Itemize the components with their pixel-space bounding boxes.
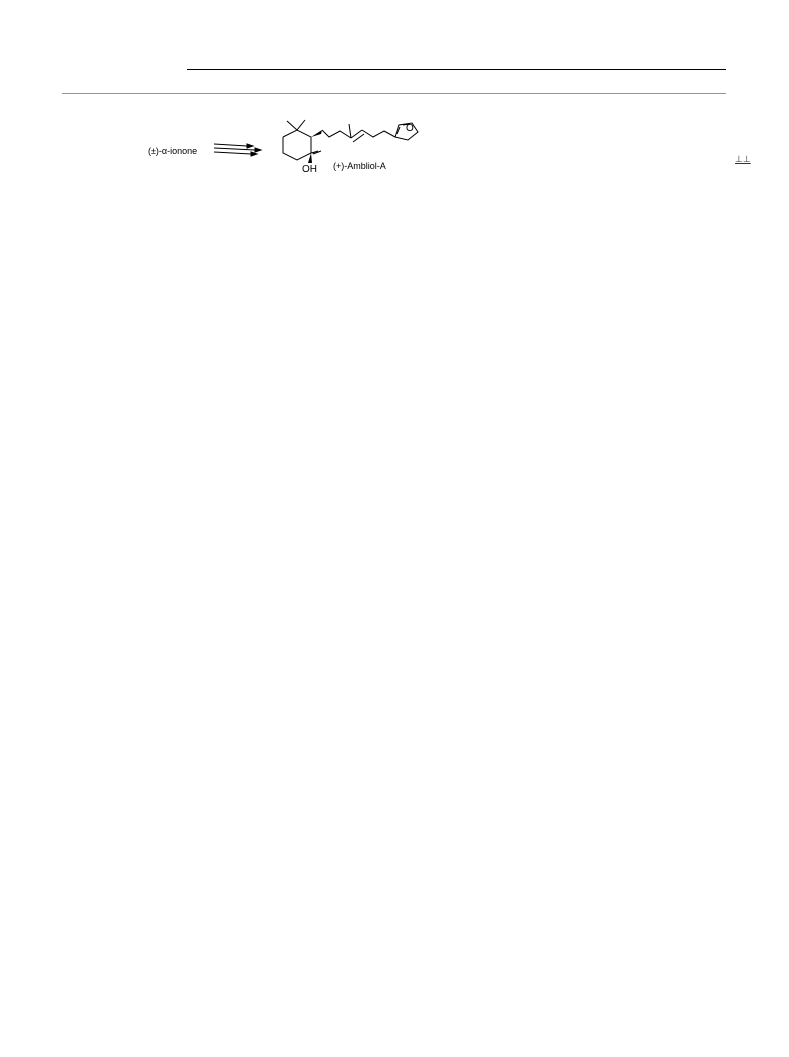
reaction-scheme <box>140 110 440 182</box>
header-rule <box>187 69 726 70</box>
hashed-methyl <box>311 151 321 154</box>
hydroxyl-label: OH <box>302 164 317 175</box>
cyclohexane-ring <box>283 130 311 160</box>
corner-link-mark[interactable]: ⊥⊥ <box>735 155 751 165</box>
side-chain <box>322 124 395 142</box>
section-divider <box>62 93 726 94</box>
wedge-bond <box>311 130 322 137</box>
product-label: (+)-Ambliol-A <box>333 161 386 171</box>
starting-material-label: (±)-α-ionone <box>148 146 198 156</box>
furan-oxygen-label: O <box>406 123 414 134</box>
gem-dimethyl <box>287 120 305 130</box>
multistep-arrow <box>214 144 261 156</box>
